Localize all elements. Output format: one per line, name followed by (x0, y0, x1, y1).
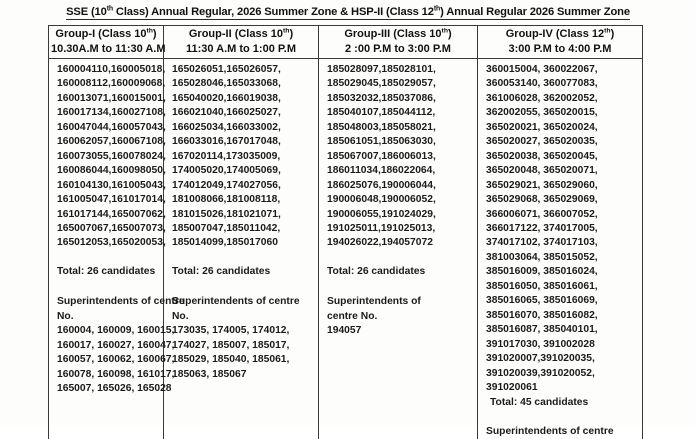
exam-schedule-table (48, 25, 643, 439)
total-candidates-group-4: Total: 45 candidates (486, 396, 638, 410)
roll-number-list-group-3 (327, 63, 473, 251)
group-2-time: 11:30 A.M to 1:00 P.M (166, 42, 316, 57)
number-line: 166033016,167017048, (172, 135, 314, 149)
number-line: 391020061 (486, 381, 638, 395)
roll-number-list-group-2 (172, 63, 314, 251)
title-superscript-2: th (434, 5, 440, 12)
number-line: 160086044,160098050, (57, 164, 159, 178)
number-line: 391020007,391020035, (486, 352, 638, 366)
number-line: 360015004, 360022067, (486, 63, 638, 77)
number-line: 365020048, 365020071, (486, 164, 638, 178)
group-2-label: Group-II (Class 10 (189, 28, 283, 40)
number-line: 185048003,185058021, (327, 121, 473, 135)
superintendents-subheading-group-1: No. (57, 310, 159, 324)
number-line: 185029045,185029057, (327, 77, 473, 91)
number-line: 160062057,160067108, (57, 135, 159, 149)
number-line: 366017122, 374017005, (486, 222, 638, 236)
number-line: 385016065, 385016069, (486, 294, 638, 308)
superintendents-list-group-1 (57, 324, 159, 396)
group-4-time: 3:00 P.M to 4:00 P.M (480, 42, 640, 57)
number-line: 185040107,185044112, (327, 106, 473, 120)
column-header-group-2 (164, 26, 319, 59)
group-1-time: 10.30A.M to 11:30 A.M (51, 42, 161, 57)
number-line: 165040020,166019038, (172, 92, 314, 106)
document-title (0, 6, 696, 18)
title-text-part2: Class) Annual Regular, 2026 Summer Zone & HSP-II (Class 12 (113, 6, 434, 18)
number-line: 174012049,174027056, (172, 179, 314, 193)
total-candidates-group-3: Total: 26 candidates (327, 265, 473, 279)
number-line: 365020038, 365020045, (486, 150, 638, 164)
number-line: 174027, 185007, 185017, (172, 339, 314, 353)
column-cell-group-1 (49, 59, 164, 439)
title-text-part1: SSE (10 (66, 6, 107, 18)
number-line: 381003064, 385015052, (486, 251, 638, 265)
column-cell-group-2 (164, 59, 319, 439)
number-line: 166021040,166025027, (172, 106, 314, 120)
column-header-group-3 (319, 26, 478, 59)
group-3-label-end: ) (448, 28, 452, 40)
number-line: 185067007,186006013, (327, 150, 473, 164)
number-line: 186011034,186022064, (327, 164, 473, 178)
group-4-label-end: ) (611, 28, 615, 40)
column-cell-group-4 (478, 59, 643, 439)
number-line: 160013071,160015001, (57, 92, 159, 106)
number-line: 181015026,181021071, (172, 208, 314, 222)
group-2-label-end: ) (289, 28, 293, 40)
number-line: 166025034,166033002, (172, 121, 314, 135)
column-cell-group-3 (319, 59, 478, 439)
number-line: 165028046,165033068, (172, 77, 314, 91)
group-1-label: Group-I (Class 10 (55, 28, 146, 40)
number-line: 374017102, 374017103, (486, 236, 638, 250)
number-line: 391020039,391020052, (486, 367, 638, 381)
number-line: 185007047,185011042, (172, 222, 314, 236)
number-line: 365029021, 365029060, (486, 179, 638, 193)
number-line: 173035, 174005, 174012, (172, 324, 314, 338)
number-line: 385016070, 385016082, (486, 309, 638, 323)
number-line: 160047044,160057043, (57, 121, 159, 135)
number-line: 365029068, 365029069, (486, 193, 638, 207)
superintendents-subheading-group-2: No. (172, 310, 314, 324)
number-line: 160004, 160009, 160015, (57, 324, 159, 338)
number-line: 186025076,190006044, (327, 179, 473, 193)
roll-number-list-group-1 (57, 63, 159, 251)
group-2-superscript: th (283, 27, 289, 34)
number-line: 167020114,173035009, (172, 150, 314, 164)
group-1-title (51, 27, 161, 42)
total-candidates-group-1: Total: 26 candidates (57, 265, 159, 279)
column-header-group-4 (478, 26, 643, 59)
number-line: 165007067,165007073, (57, 222, 159, 236)
number-line: 174005020,174005069, (172, 164, 314, 178)
number-line: 385016087, 385040101, (486, 323, 638, 337)
superintendents-subheading-group-3: centre No. (327, 310, 473, 324)
number-line: 160104130,161005043, (57, 179, 159, 193)
number-line: 160073055,160078024, (57, 150, 159, 164)
number-line: 185061051,185063030, (327, 135, 473, 149)
number-line: 161005047,161017014, (57, 193, 159, 207)
number-line: 190006048,190006052, (327, 193, 473, 207)
group-3-title (321, 27, 475, 42)
superintendents-heading-group-1: Superintendents of centre (57, 295, 159, 309)
total-candidates-group-2: Total: 26 candidates (172, 265, 314, 279)
number-line: 185063, 185067 (172, 368, 314, 382)
number-line: 160057, 160062, 160067, (57, 353, 159, 367)
number-line: 165012053,165020053, (57, 236, 159, 250)
number-line: 385016050, 385016061, (486, 280, 638, 294)
number-line: 185028097,185028101, (327, 63, 473, 77)
group-1-label-end: ) (153, 28, 157, 40)
number-line: 185032032,185037086, (327, 92, 473, 106)
number-line: 185029, 185040, 185061, (172, 353, 314, 367)
number-line: 160004110,160005018, (57, 63, 159, 77)
number-line: 191025011,191025013, (327, 222, 473, 236)
group-4-title (480, 27, 640, 42)
title-text-part3: ) Annual Regular 2026 Summer Zone (440, 6, 630, 18)
number-line: 185014099,185017060 (172, 236, 314, 250)
group-1-superscript: th (146, 27, 152, 34)
superintendents-list-group-2 (172, 324, 314, 382)
table-body-row (49, 59, 643, 439)
roll-number-list-group-4 (486, 63, 638, 395)
superintendents-heading-group-2: Superintendents of centre (172, 295, 314, 309)
number-line: 165007, 165026, 165028 (57, 382, 159, 396)
number-line: 160017, 160027, 160047, (57, 339, 159, 353)
number-line: 181008066,181008118, (172, 193, 314, 207)
superintendents-list-group-3 (327, 324, 473, 338)
number-line: 391017030, 391002028 (486, 338, 638, 352)
number-line: 385016009, 385016024, (486, 265, 638, 279)
group-3-superscript: th (442, 27, 448, 34)
number-line: 365020021, 365020024, (486, 121, 638, 135)
number-line: 194057 (327, 324, 473, 338)
group-4-label: Group-IV (Class 12 (506, 28, 604, 40)
group-3-label: Group-III (Class 10 (344, 28, 441, 40)
number-line: 360053140, 360077083, (486, 77, 638, 91)
number-line: 361006028, 362002052, (486, 92, 638, 106)
number-line: 190006055,191024029, (327, 208, 473, 222)
title-superscript-1: th (107, 5, 113, 12)
superintendents-heading-group-4: Superintendents of centre (486, 425, 638, 439)
number-line: 160078, 160098, 161017, (57, 368, 159, 382)
group-2-title (166, 27, 316, 42)
number-line: 366006071, 366007052, (486, 208, 638, 222)
number-line: 160017134,160027108, (57, 106, 159, 120)
number-line: 365020027, 365020035, (486, 135, 638, 149)
column-header-group-1 (49, 26, 164, 59)
number-line: 194026022,194057072 (327, 236, 473, 250)
number-line: 362002055, 365020015, (486, 106, 638, 120)
number-line: 165026051,165026057, (172, 63, 314, 77)
group-3-time: 2 :00 P.M to 3:00 P.M (321, 42, 475, 57)
number-line: 161017144,165007062, (57, 208, 159, 222)
superintendents-heading-group-3: Superintendents of (327, 295, 473, 309)
table-header-row (49, 26, 643, 59)
number-line: 160008112,160009068, (57, 77, 159, 91)
group-4-superscript: th (604, 27, 610, 34)
